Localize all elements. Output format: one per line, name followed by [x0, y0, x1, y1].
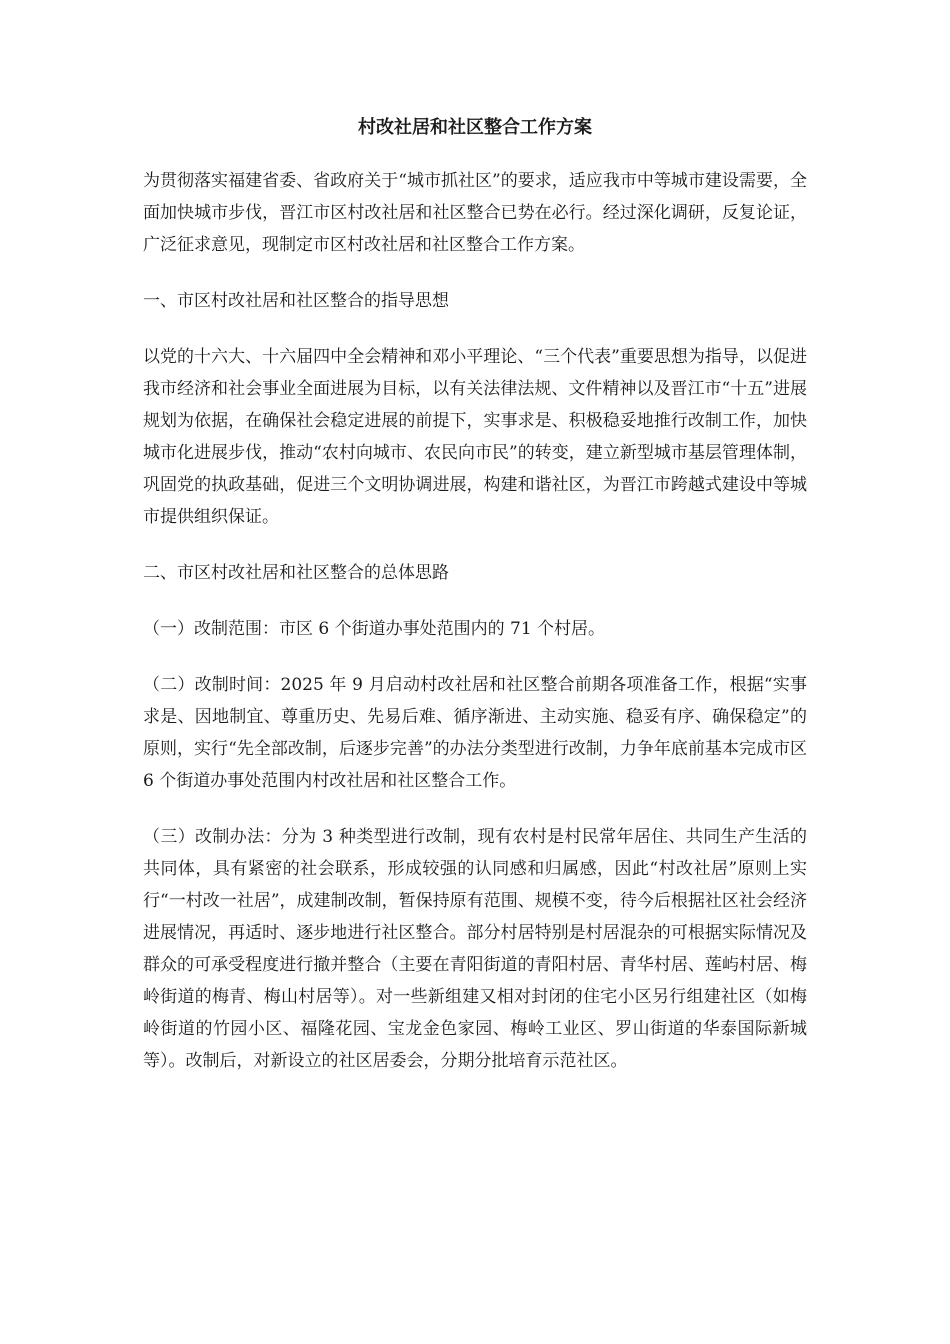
document-body	[143, 165, 807, 1101]
intro-paragraph: 为贯彻落实福建省委、省政府关于“城市抓社区”的要求，适应我市中等城市建设需要，全面加快城市步伐，晋江市区村改社居和社区整合已势在必行。经过深化调研，反复论证，广泛征求意见，现制定市区村改社居和社区整合工作方案。	[143, 171, 807, 255]
item-2-paragraph: （二）改制时间：2025 年 9 月启动村改社居和社区整合前期各项准备工作，根据“实事求是、因地制宜、尊重历史、先易后难、循序渐进、主动实施、稳妥有序、确保稳定”的原则，实行“先全部改制，后逐步完善”的办法分类型进行改制，力争年底前基本完成市区 6 个街道办事处范围内村改社居和社区整合工作。	[143, 675, 807, 791]
section-2-heading: 二、市区村改社居和社区整合的总体思路	[143, 563, 449, 583]
section-1-heading: 一、市区村改社居和社区整合的指导思想	[143, 291, 449, 311]
section-1-body: 以党的十六大、十六届四中全会精神和邓小平理论、“三个代表”重要思想为指导，以促进我市经济和社会事业全面进展为目标，以有关法律法规、文件精神以及晋江市“十五”进展规划为依据，在确保社会稳定进展的前提下，实事求是、积极稳妥地推行改制工作，加快城市化进展步伐，推动“农村向城市、农民向市民”的转变，建立新型城市基层管理体制，巩固党的执政基础，促进三个文明协调进展，构建和谐社区，为晋江市跨越式建设中等城市提供组织保证。	[143, 347, 807, 527]
item-1-paragraph: （一）改制范围：市区 6 个街道办事处范围内的 71 个村居。	[143, 619, 606, 639]
document-title: 村改社居和社区整合工作方案	[358, 117, 592, 138]
item-3-paragraph: （三）改制办法：分为 3 种类型进行改制，现有农村是村民常年居住、共同生产生活的共同体，具有紧密的社会联系，形成较强的认同感和归属感，因此“村改社居”原则上实行“一村改一社居”，成建制改制，暂保持原有范围、规模不变，待今后根据社区社会经济进展情况，再适时、逐步地进行社区整合。部分村居特别是村居混杂的可根据实际情况及群众的可承受程度进行撤并整合（主要在青阳街道的青阳村居、青华村居、莲屿村居、梅岭街道的梅青、梅山村居等）。对一些新组建又相对封闭的住宅小区另行组建社区（如梅岭街道的竹园小区、福隆花园、宝龙金色家园、梅岭工业区、罗山街道的华泰国际新城等）。改制后，对新设立的社区居委会，分期分批培育示范社区。	[143, 827, 807, 1071]
